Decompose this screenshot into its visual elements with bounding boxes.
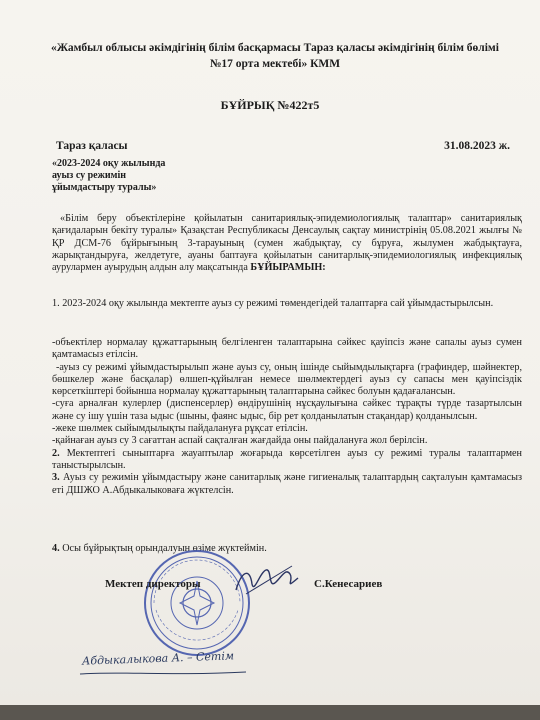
item-number: 3. xyxy=(52,472,60,484)
list-item: -суға арналған кулерлер (диспенсерлер) өндірушінің нұсқаулығына сәйкес тұрақты түрде тазартылсын және су ішу үшін таза ыдыс (шыны, фаянс ыдыс, бір рет қолданылатын стақандар) қолданылсын. xyxy=(52,398,522,422)
handwritten-signature xyxy=(232,560,302,600)
order-title: БҰЙРЫҚ №422т5 xyxy=(220,98,320,112)
list-item: -жеке шөлмек сыйымдылықты пайдалануға рұқсат етілсін. xyxy=(52,423,308,435)
item-text: Осы бұйрықтың орындалуын өзіме жүктеймін. xyxy=(62,543,267,554)
signatory-position: Мектеп директоры xyxy=(105,578,201,590)
subject-line-3: ұйымдастыру туралы» xyxy=(52,182,157,193)
list-item: -ауыз су режимі ұйымдастырылып және ауыз су, оның ішінде сыйымдылықтарға (графиндер, шәйнектер, бөшкелер және басқалар) өлшеп-құйылған немесе шөлмектердегі ауыз су сапасы мен қауіпсіздік көрсеткіштері бойынша нормалау құжаттарының талаптарына сәйкес болуын қадағалансын. xyxy=(52,361,522,398)
order-subject xyxy=(52,158,252,194)
organization-header xyxy=(40,40,510,72)
order-item-4 xyxy=(52,543,522,555)
intro-text: «Білім беру объектілеріне қойылатын санитариялық-эпидемиологиялық талаптар» санитариялық қағидаларын бекіту туралы» Қазақстан Республикасы Денсаулық сақтау министрінің 05.08.2021 жылғы № ҚР ДСМ-76 бұйрығының 3-тарауының (сумен жабдықтау, су бұруға, жылумен жабдықтауға, жарықтандыруға, желдетуге, ауаны баптауға қойылатын санитарлық-эпидемиологиялық инфекциялық аурулармен ауырудың алдын алу мақсатында xyxy=(52,213,522,274)
order-item-1 xyxy=(52,298,522,310)
item-number: 1. xyxy=(52,298,60,309)
order-date: 31.08.2023 ж. xyxy=(444,140,510,152)
background-surface xyxy=(0,705,540,720)
order-item-3 xyxy=(52,472,522,497)
header-line-1: «Жамбыл облысы әкімдігінің білім басқармасы Тараз қаласы әкімдігінің білім бөлімі xyxy=(51,42,499,54)
handwriting-underline xyxy=(78,668,248,678)
list-item: -қайнаған ауыз су 3 сағаттан аспай сақталған жағдайда оны пайдалануға жол берілсін. xyxy=(52,435,428,447)
item-number: 2. xyxy=(52,447,60,459)
subject-line-2: ауыз су режимін xyxy=(52,170,126,181)
item-text: 2023-2024 оқу жылында мектепте ауыз су режимі төмендегідей талаптарға сай ұйымдастырылсын. xyxy=(62,298,494,309)
order-keyword: БҰЙЫРАМЫН: xyxy=(250,262,326,274)
subject-line-1: «2023-2024 оқу жылында xyxy=(52,158,166,169)
item-text: Ауыз су режимін ұйымдастыру және санитарлық және гигиеналық талаптардың сақталуын қамтамасыз еті ДШЖО А.Абдыкалыковаға жүктелсін. xyxy=(52,472,523,496)
handwritten-acknowledgement: Абдыкалыкова А. – Сетім xyxy=(81,649,235,668)
requirements-list xyxy=(52,337,522,497)
intro-paragraph xyxy=(52,213,522,274)
list-item: -объектілер нормалау құжаттарының белгіленген талаптарына сәйкес қауіпсіз және сапалы ауыз сумен қамтамасыз етілсін. xyxy=(52,337,522,361)
item-number: 4. xyxy=(52,543,60,554)
order-item-2 xyxy=(52,448,522,473)
item-text: Мектептегі сыныптарға жауаптылар жоғарыда көрсетілген ауыз су режимі туралы талаптармен таныстырылсын. xyxy=(52,447,523,471)
header-line-2: №17 орта мектебі» КММ xyxy=(209,58,341,70)
city-label: Тараз қаласы xyxy=(56,140,128,152)
signatory-name: С.Кенесариев xyxy=(314,578,383,590)
